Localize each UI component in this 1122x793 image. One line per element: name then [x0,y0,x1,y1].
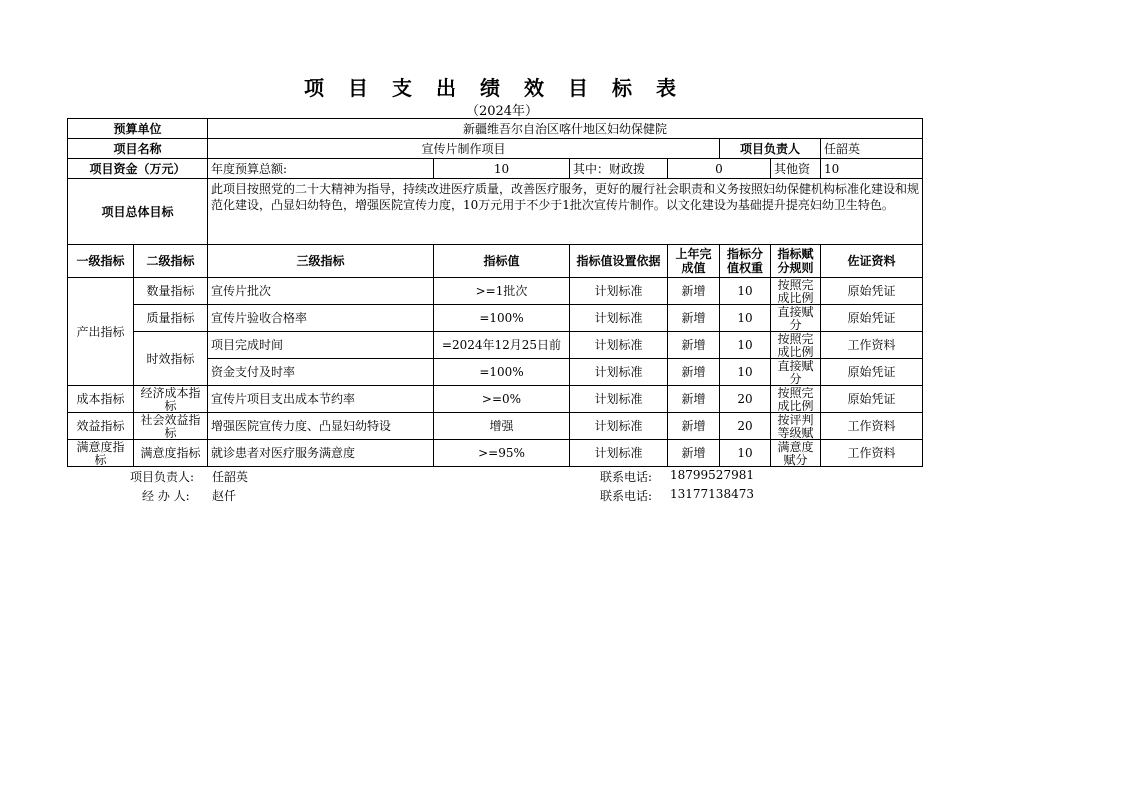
value-cell: 增强 [434,413,570,440]
overall-goal-row [68,179,923,245]
footer-leader-phone: 18799527981 [670,468,754,482]
last-year-cell: 新增 [668,278,720,305]
weight-cell: 10 [720,278,771,305]
level1-output: 产出指标 [68,278,134,386]
level2-satisfaction: 满意度指标 [134,440,208,467]
level3-cell: 项目完成时间 [208,332,434,359]
funds-label: 项目资金（万元） [68,159,208,179]
col-level1-header: 一级指标 [68,245,134,278]
footer-handler-phone: 13177138473 [670,487,754,501]
level3-cell: 宣传片项目支出成本节约率 [208,386,434,413]
value-cell: >=1批次 [434,278,570,305]
footer-handler-label: 经 办 人: [142,489,190,503]
basis-cell: 计划标准 [570,386,668,413]
level2-economic-cost [134,386,208,413]
level1-satisfaction-text: 满意度指标 [76,440,125,466]
weight-cell: 10 [720,359,771,386]
col-evidence-header: 佐证资料 [821,245,923,278]
last-year-cell: 新增 [668,386,720,413]
fiscal-value: 0 [668,159,771,179]
footer-leader-name: 任韶英 [212,470,249,484]
level2-social-benefit-text: 社会效益指标 [140,413,201,439]
rule-cell [771,305,821,332]
last-year-cell: 新增 [668,332,720,359]
other-funds-label: 其他资 [771,159,821,179]
weight-cell: 10 [720,305,771,332]
table-row [68,440,923,467]
project-name-row [68,139,923,159]
year-label: （2024年） [465,104,539,119]
basis-cell: 计划标准 [570,440,668,467]
evidence-cell: 原始凭证 [821,305,923,332]
rule-cell [771,332,821,359]
rule-text: 按照完成比例 [777,386,814,412]
level1-cost: 成本指标 [68,386,134,413]
level1-satisfaction [68,440,134,467]
basis-cell: 计划标准 [570,359,668,386]
last-year-cell: 新增 [668,359,720,386]
overall-goal-label: 项目总体目标 [68,179,208,245]
project-name-label: 项目名称 [68,139,208,159]
rule-cell [771,278,821,305]
footer-leader-label: 项目负责人: [130,470,195,484]
basis-cell: 计划标准 [570,305,668,332]
page-title: 项目支出绩效目标表 [304,76,700,100]
rule-text: 满意度赋分 [777,440,814,466]
funds-row [68,159,923,179]
other-funds-value: 10 [821,159,923,179]
value-cell: >=95% [434,440,570,467]
col-level3-header: 三级指标 [208,245,434,278]
performance-table [67,118,923,467]
col-value-header: 指标值 [434,245,570,278]
rule-text: 按评判等级赋 [777,413,814,439]
last-year-cell: 新增 [668,440,720,467]
level3-cell: 宣传片验收合格率 [208,305,434,332]
footer-leader-phone-label: 联系电话: [600,470,653,484]
rule-text: 直接赋分 [777,305,814,331]
table-row [68,386,923,413]
budget-unit-row [68,119,923,139]
fiscal-label: 其中：财政拨 [570,159,668,179]
value-cell: >=0% [434,386,570,413]
evidence-cell: 原始凭证 [821,359,923,386]
project-name-value: 宣传片制作项目 [208,139,720,159]
rule-text: 按照完成比例 [777,332,814,358]
level3-cell: 资金支付及时率 [208,359,434,386]
value-cell: =100% [434,359,570,386]
evidence-cell: 原始凭证 [821,386,923,413]
budget-unit-value: 新疆维吾尔自治区喀什地区妇幼保健院 [208,119,923,139]
footer-handler-name: 赵仟 [212,489,237,503]
basis-cell: 计划标准 [570,413,668,440]
footer-handler-phone-label: 联系电话: [600,489,653,503]
table-row [68,413,923,440]
overall-goal-text: 此项目按照党的二十大精神为指导，持续改进医疗质量，改善医疗服务，更好的履行社会职责和义务按照妇幼保健机构标准化建设和规范化建设，凸显妇幼特色，增强医院宣传力度，10万元用于不少于1批次宣传片制作。以文化建设为基础提升提亮妇幼卫生特色。 [208,179,923,245]
table-row [68,278,923,305]
col-basis-header: 指标值设置依据 [570,245,668,278]
level2-quantity: 数量指标 [134,278,208,305]
level2-social-benefit [134,413,208,440]
level2-quality: 质量指标 [134,305,208,332]
col-last-year-header: 上年完成值 [668,245,720,278]
weight-cell: 10 [720,440,771,467]
level2-timeliness: 时效指标 [134,332,208,386]
rule-cell [771,440,821,467]
project-leader-value: 任韶英 [821,139,923,159]
evidence-cell: 原始凭证 [821,278,923,305]
rule-cell [771,413,821,440]
weight-cell: 10 [720,332,771,359]
last-year-cell: 新增 [668,305,720,332]
col-rule-header: 指标赋分规则 [771,245,821,278]
basis-cell: 计划标准 [570,332,668,359]
level1-benefit: 效益指标 [68,413,134,440]
project-leader-label: 项目负责人 [720,139,821,159]
basis-cell: 计划标准 [570,278,668,305]
rule-cell [771,386,821,413]
level3-cell: 宣传片批次 [208,278,434,305]
value-cell: =2024年12月25日前 [434,332,570,359]
rule-text: 直接赋分 [777,359,814,385]
column-header-row [68,245,923,278]
annual-total-label: 年度预算总额: [208,159,434,179]
budget-unit-label: 预算单位 [68,119,208,139]
weight-cell: 20 [720,413,771,440]
col-level2-header: 二级指标 [134,245,208,278]
last-year-cell: 新增 [668,413,720,440]
level2-economic-cost-text: 经济成本指标 [140,386,201,412]
table-row [68,305,923,332]
value-cell: =100% [434,305,570,332]
rule-cell [771,359,821,386]
annual-total-value: 10 [434,159,570,179]
weight-cell: 20 [720,386,771,413]
evidence-cell: 工作资料 [821,332,923,359]
evidence-cell: 工作资料 [821,413,923,440]
level3-cell: 增强医院宣传力度、凸显妇幼特设 [208,413,434,440]
level3-cell: 就诊患者对医疗服务满意度 [208,440,434,467]
table-row [68,332,923,359]
evidence-cell: 工作资料 [821,440,923,467]
rule-text: 按照完成比例 [777,278,814,304]
col-weight-header: 指标分值权重 [720,245,771,278]
